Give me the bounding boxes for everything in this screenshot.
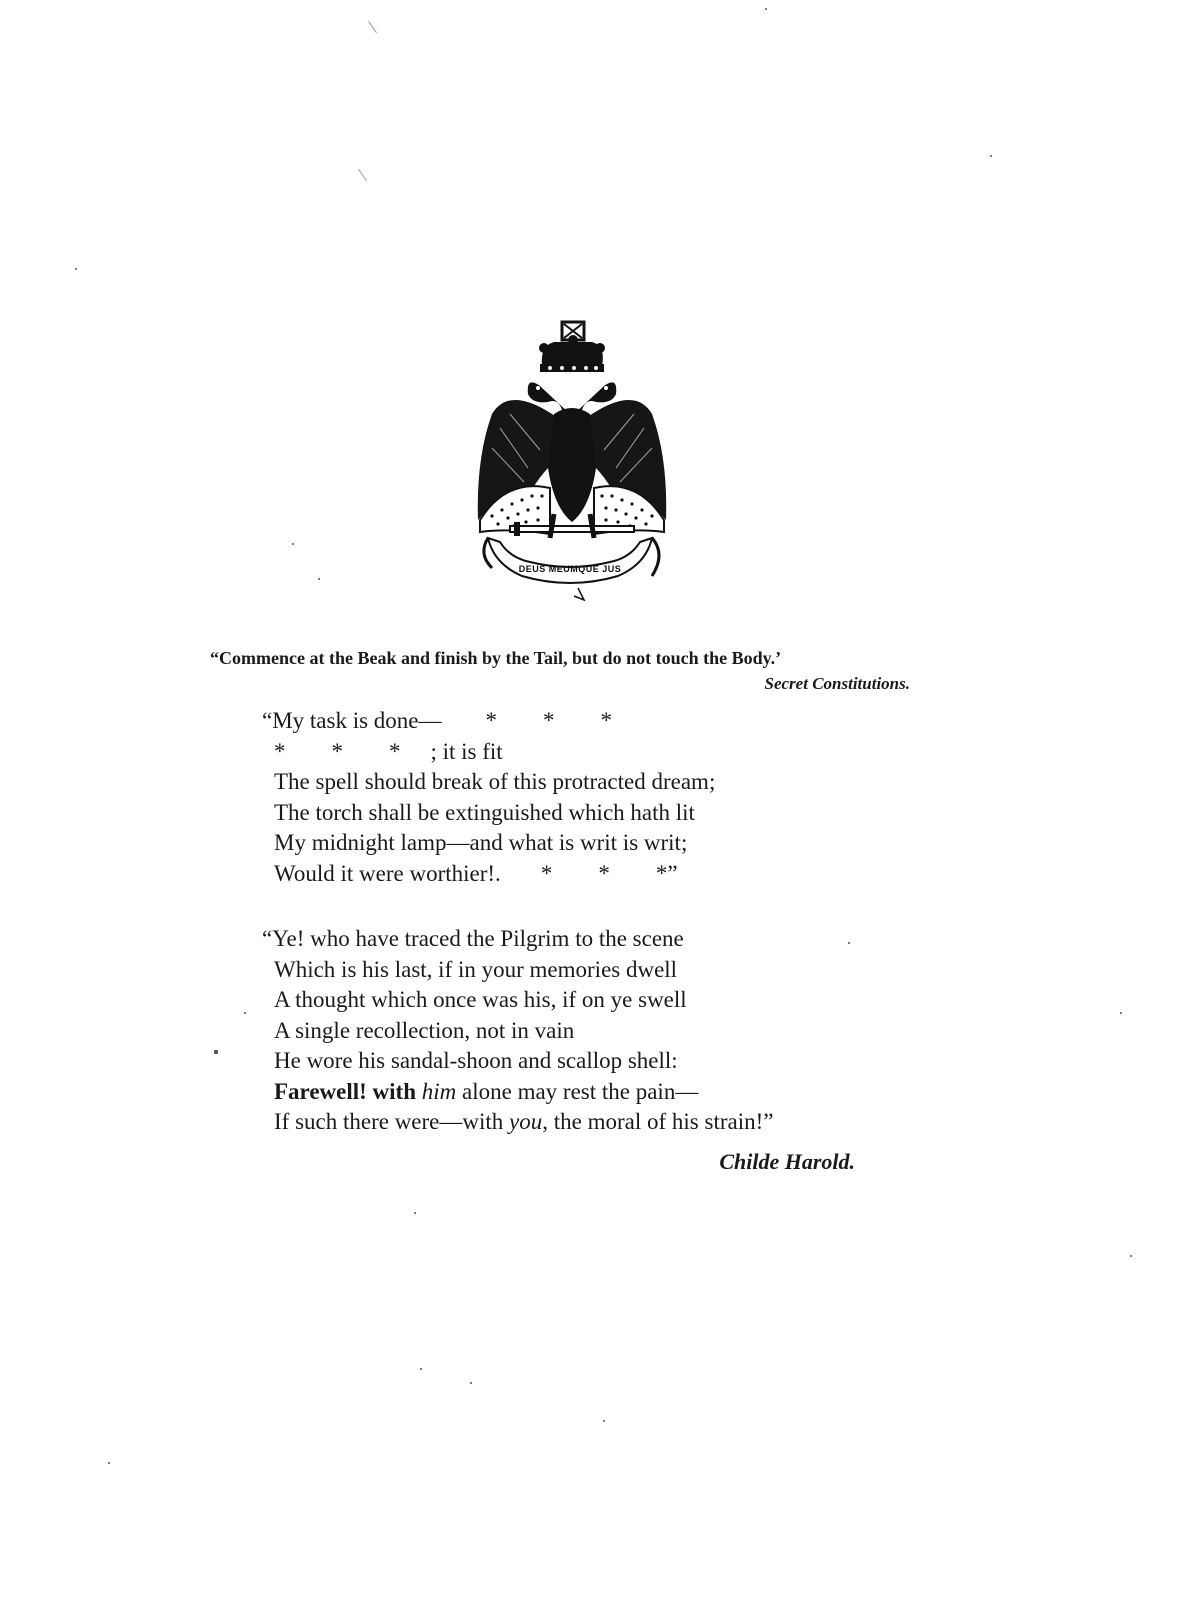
verse-text: Farewell! with — [274, 1078, 422, 1104]
print-speck — [108, 1462, 110, 1464]
print-speck — [470, 1382, 472, 1384]
verse-line: My midnight lamp—and what is writ is writ; — [274, 830, 688, 855]
asterisks: * * *” — [540, 860, 678, 886]
verse-line: Which is his last, if in your memories dwell — [274, 956, 678, 982]
print-speck — [244, 1012, 246, 1014]
print-speck — [1130, 1255, 1132, 1257]
verse-line: A single recollection, not in vain — [274, 1017, 575, 1043]
print-speck — [990, 155, 992, 157]
verse-line — [262, 859, 962, 890]
print-speck — [75, 268, 77, 270]
asterisks: * * * — [485, 708, 613, 733]
print-speck — [292, 543, 294, 545]
stanza-2 — [262, 924, 962, 1138]
verse-line: He wore his sandal-shoon and scallop shell: — [274, 1048, 678, 1073]
verse-line — [262, 1077, 962, 1108]
emphasized-word: you — [509, 1109, 543, 1134]
verse-line — [262, 706, 962, 737]
verse-line: The spell should break of this protracted dream; — [274, 769, 716, 794]
crown-icon — [539, 322, 605, 372]
verse-text: alone may rest the pain— — [456, 1078, 699, 1104]
print-speck — [414, 1212, 416, 1214]
poem-attribution: Childe Harold. — [719, 1149, 855, 1174]
motto-text: DEUS MEUMQUE JUS — [518, 564, 622, 574]
print-speck — [1120, 1012, 1122, 1014]
verse-line: “Ye! who have traced the Pilgrim to the scene — [262, 926, 684, 951]
stanza-1 — [262, 706, 962, 889]
verse-text: If such there were—with — [274, 1109, 510, 1134]
print-speck — [214, 1050, 218, 1054]
verse-line: The torch shall be extinguished which hath lit — [274, 799, 695, 825]
print-mark — [368, 21, 377, 33]
epigraph-quote: “Commence at the Beak and finish by the Tail, but do not touch the Body.’ — [210, 648, 782, 668]
verse-line — [262, 1107, 962, 1138]
epigraph-source: Secret Constitutions. — [764, 674, 910, 693]
print-mark — [358, 169, 367, 181]
verse-text: ; it is fit — [430, 738, 503, 764]
verse-line — [262, 737, 962, 768]
print-speck — [765, 8, 767, 10]
verse-text: , the moral of his strain!” — [542, 1109, 774, 1134]
emphasized-word: him — [421, 1078, 457, 1104]
asterisks: * * * — [274, 738, 401, 764]
verse-text: Would it were worthier!. — [274, 860, 501, 886]
verse-line: A thought which once was his, if on ye swell — [274, 987, 687, 1012]
double-headed-eagle-emblem — [470, 318, 670, 608]
print-speck — [420, 1368, 422, 1370]
print-speck — [603, 1420, 605, 1422]
print-speck — [318, 578, 320, 580]
verse-text: “My task is done— — [262, 708, 442, 733]
